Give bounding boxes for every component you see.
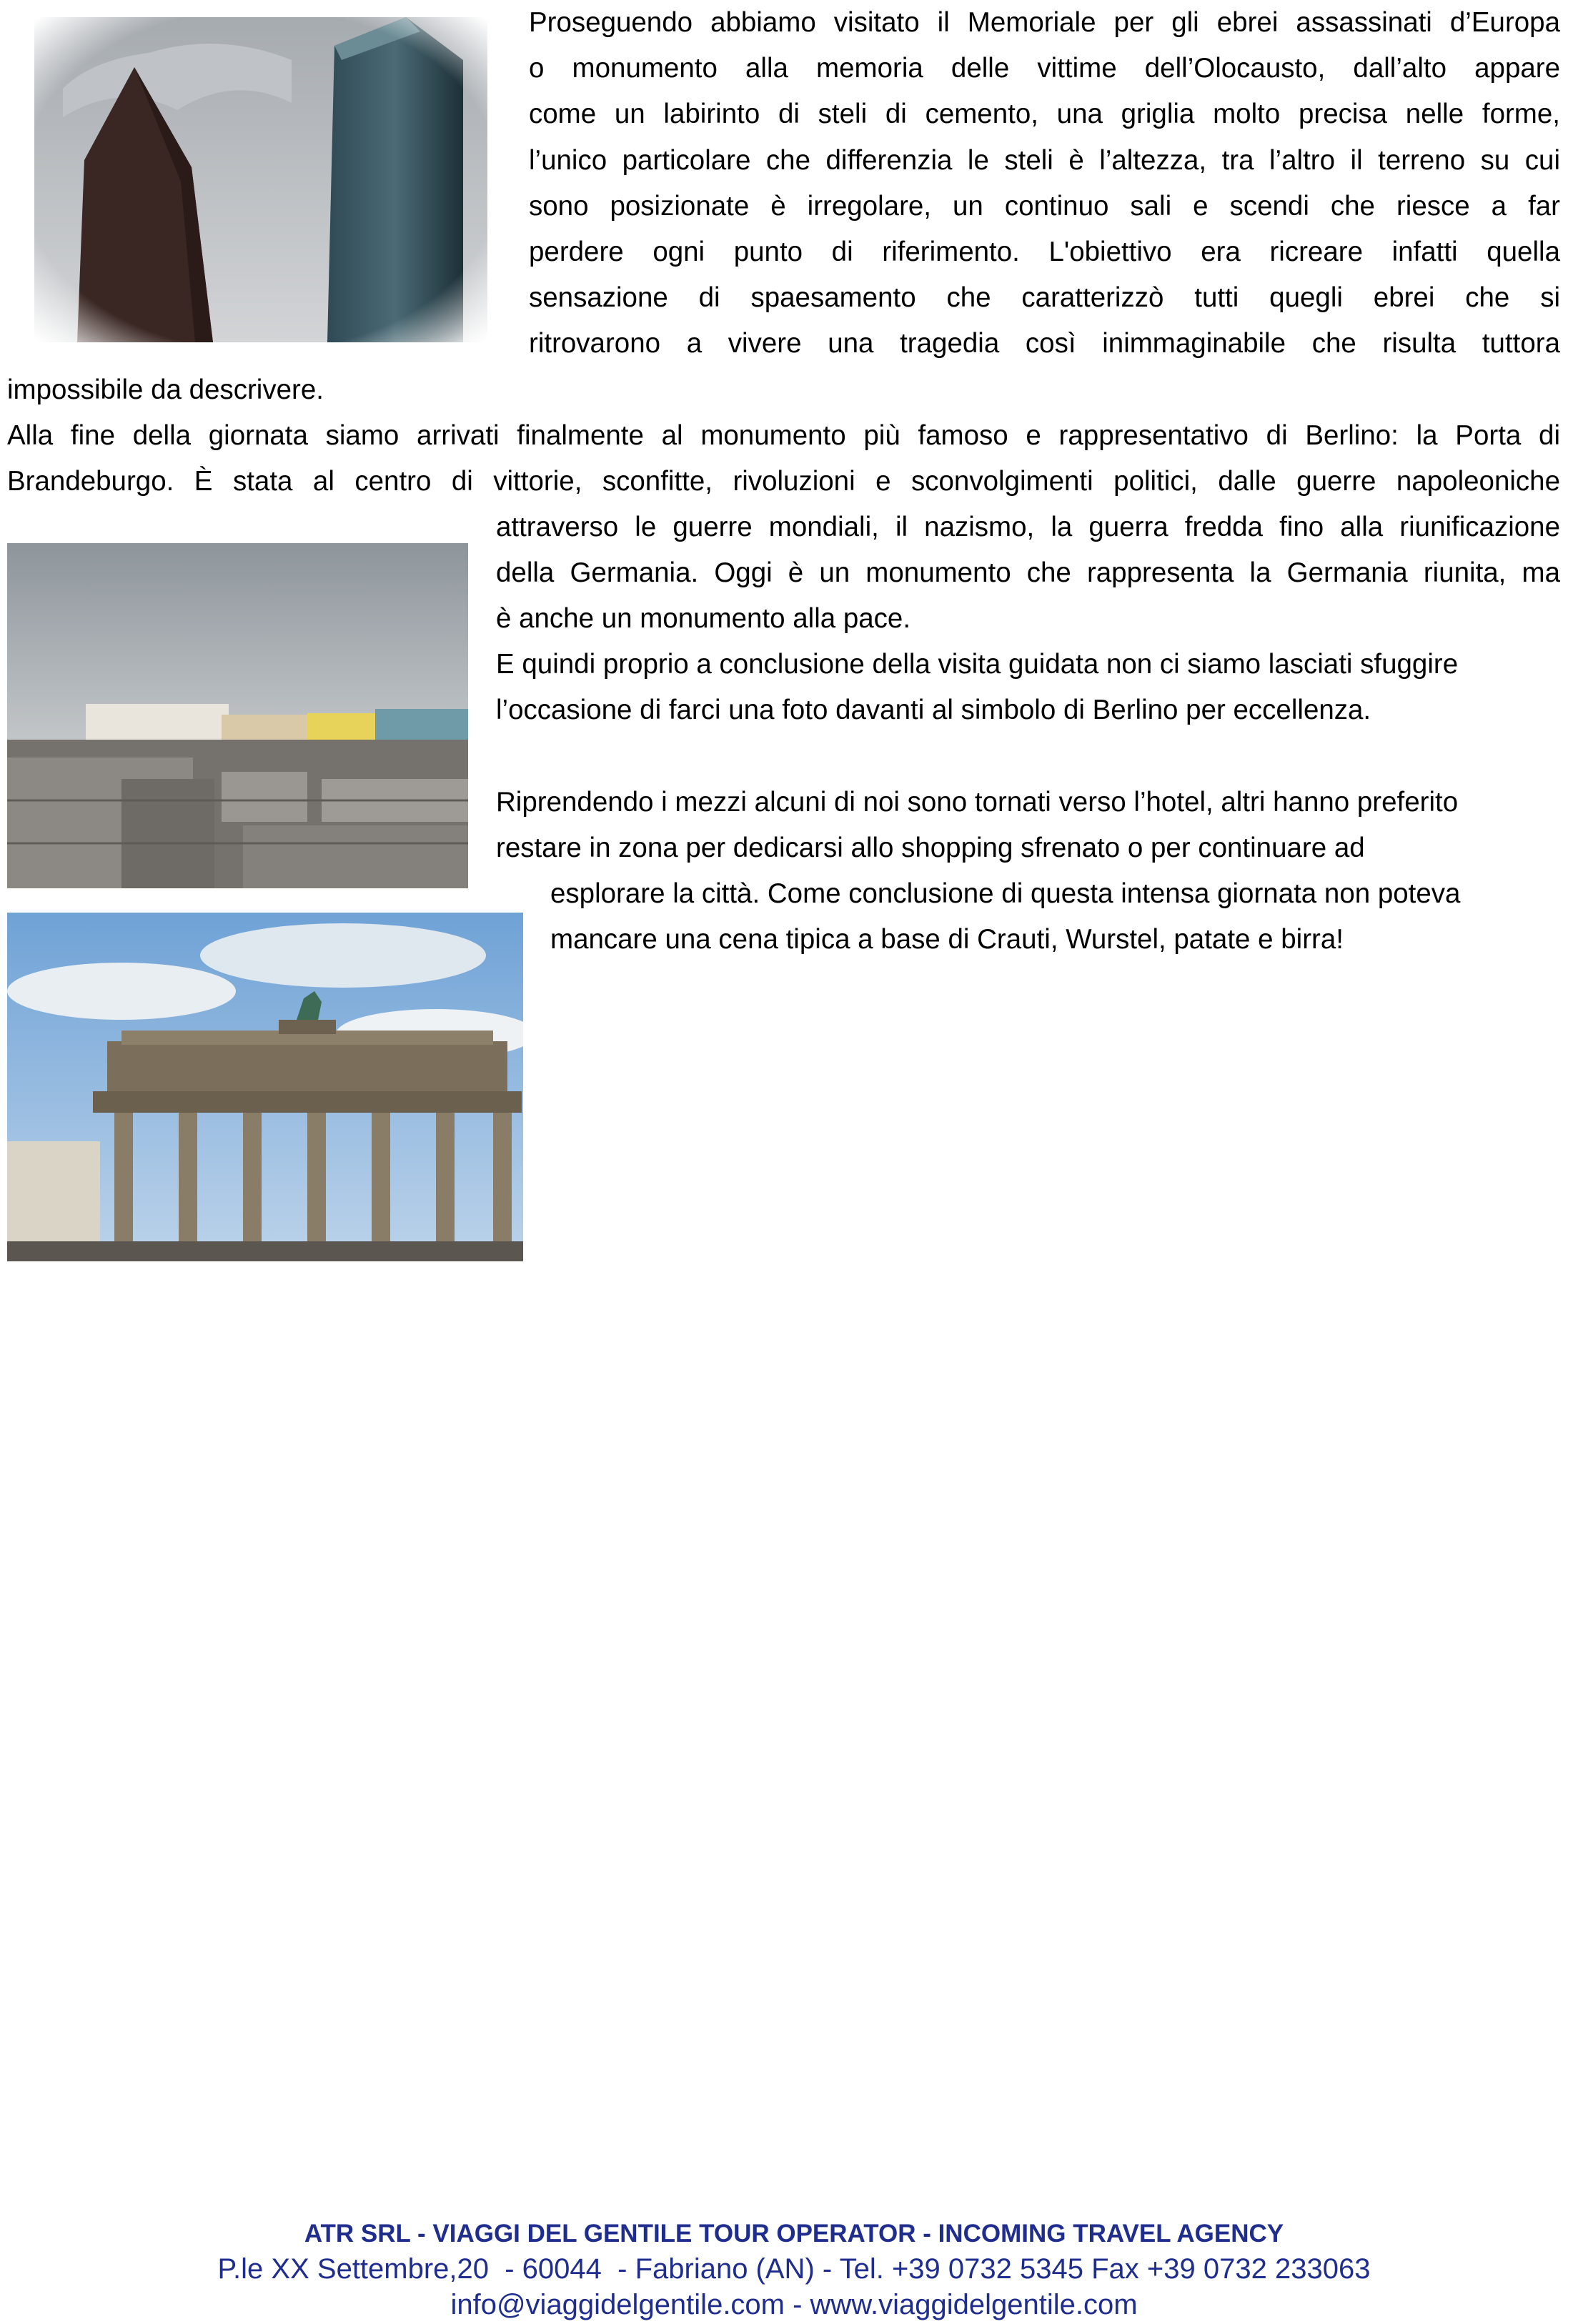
paragraph-line: Brandeburgo. È stata al centro di vittorie, sconfitte, rivoluzioni e sconvolgimenti politici, dalle guerre napoleoniche: [7, 466, 1560, 497]
brandenburg-paragraph-top: [7, 413, 1560, 505]
paragraph-line: attraverso le guerre mondiali, il nazismo, la guerra fredda fino alla riunificazione: [496, 512, 1560, 542]
memorial-paragraph: [529, 0, 1560, 367]
footer-company-line: [0, 2220, 1588, 2248]
paragraph-line: restare in zona per dedicarsi allo shopping sfrenato o per continuare ad: [496, 833, 1365, 864]
footer-company: ATR SRL: [304, 2220, 411, 2248]
brandenburg-paragraph-wrap: [496, 505, 1560, 596]
footer-tagline: VIAGGI DEL GENTILE TOUR OPERATOR - INCOMING TRAVEL AGENCY: [432, 2220, 1284, 2248]
footer-address: P.le XX Settembre,20 - 60044 - Fabriano (AN) - Tel. +39 0732 5345 Fax +39 0732 233063: [217, 2253, 1371, 2285]
paragraph-line: l’occasione di farci una foto davanti al simbolo di Berlino per eccellenza.: [496, 695, 1371, 726]
paragraph-line: sensazione di spaesamento che caratterizzò tutti quegli ebrei che si: [529, 282, 1560, 314]
paragraph-line: sono posizionate è irregolare, un continuo sali e scendi che riesce a far: [529, 190, 1560, 222]
memorial-photo: [7, 543, 468, 888]
paragraph-line: è anche un monumento alla pace.: [496, 603, 911, 634]
paragraph-line: ritrovarono a vivere una tragedia così inimmaginabile che risulta tuttora: [529, 328, 1560, 359]
paragraph-line: l’unico particolare che differenzia le steli è l’altezza, tra l’altro il terreno su cui: [529, 144, 1560, 176]
paragraph-line: della Germania. Oggi è un monumento che rappresenta la Germania riunita, ma: [496, 557, 1560, 589]
paragraph-line: Riprendendo i mezzi alcuni di noi sono tornati verso l’hotel, altri hanno preferito: [496, 787, 1459, 818]
paragraph-line: esplorare la città. Come conclusione di questa intensa giornata non poteva: [550, 878, 1461, 909]
memorial-paragraph-end: impossibile da descrivere.: [7, 374, 324, 405]
brandenburg-paragraph-rest: [496, 596, 1458, 734]
closing-paragraph-a: [496, 780, 1458, 871]
paragraph-line: E quindi proprio a conclusione della visita guidata non ci siamo lasciati sfuggire: [496, 649, 1459, 680]
brandenburg-gate-photo: [7, 913, 523, 1261]
footer-contacts: info@viaggidelgentile.com - www.viaggidelgentile.com: [450, 2289, 1138, 2320]
paragraph-line: come un labirinto di steli di cemento, una griglia molto precisa nelle forme,: [529, 99, 1560, 130]
towers-photo: [34, 17, 487, 342]
paragraph-line: Alla fine della giornata siamo arrivati finalmente al monumento più famoso e rappresentativo di Berlino: la Porta di: [7, 420, 1560, 451]
paragraph-line: Proseguendo abbiamo visitato il Memoriale per gli ebrei assassinati d’Europa: [529, 7, 1560, 38]
paragraph-line: mancare una cena tipica a base di Crauti, Wurstel, patate e birra!: [550, 924, 1344, 955]
footer-separator: -: [410, 2220, 433, 2248]
paragraph-line: perdere ogni punto di riferimento. L'obiettivo era ricreare infatti quella: [529, 237, 1560, 268]
closing-paragraph-b: [550, 871, 1460, 963]
paragraph-line: o monumento alla memoria delle vittime dell’Olocausto, dall’alto appare: [529, 53, 1560, 84]
